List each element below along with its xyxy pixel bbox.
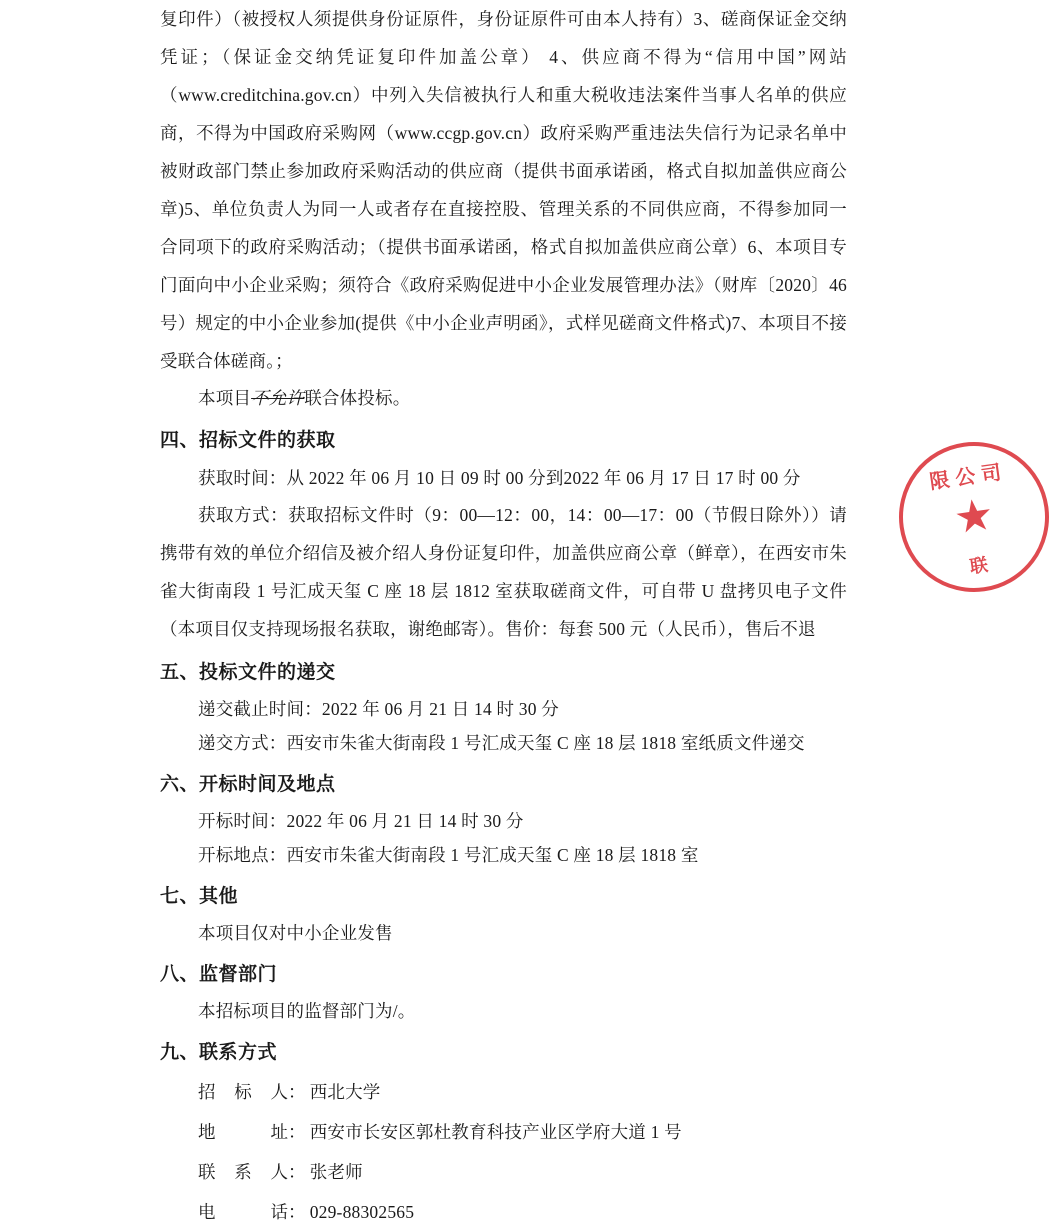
contact-value-phone: 029-88302565 [309, 1202, 415, 1222]
section-heading-7: 七、其他 [160, 886, 239, 907]
section-heading-6: 六、开标时间及地点 [160, 774, 336, 795]
contact-value-person: 张老师 [309, 1162, 363, 1182]
contact-value-tenderer: 西北大学 [309, 1082, 381, 1102]
consortium-suffix: 联合体投标。 [304, 388, 411, 408]
contact-label-tenderer: 招 标 人 [198, 1082, 288, 1102]
contact-label-phone: 电 话 [198, 1202, 288, 1222]
contact-row-person [160, 1152, 847, 1192]
section-6-line-1: 开标时间：2022 年 06 月 21 日 14 时 30 分 [198, 811, 524, 831]
section-heading-5: 五、投标文件的递交 [160, 662, 336, 683]
contact-row-address [160, 1112, 847, 1152]
contact-sep-tenderer: ： [288, 1082, 306, 1102]
contact-row-phone [160, 1192, 847, 1232]
seal-star-icon: ★ [950, 489, 997, 544]
consortium-prefix: 本项目 [198, 388, 252, 408]
contact-row-tenderer [160, 1072, 847, 1112]
official-seal-stamp [889, 432, 1058, 601]
paragraph-qualification-requirements: 复印件）（被授权人须提供身份证原件，身份证原件可由本人持有）3、磋商保证金交纳凭证；（保证金交纳凭证复印件加盖公章） 4、供应商不得为“信用中国”网站（www.creditchina.gov.cn）中列入失信被执行人和重大税收违法案件当事人名单的供应商，不得为中国政府采购网（www.ccgp.gov.cn）政府采购严重违法失信行为记录名单中被财政部门禁止参加政府采购活动的供应商（提供书面承诺函，格式自拟加盖供应商公章)5、单位负责人为同一人或者存在直接控股、管理关系的不同供应商，不得参加同一合同项下的政府采购活动；（提供书面承诺函，格式自拟加盖供应商公章）6、本项目专门面向中小企业采购；须符合《政府采购促进中小企业发展管理办法》（财库〔2020〕46 号）规定的中小企业参加(提供《中小企业声明函》，式样见磋商文件格式)7、本项目不接受联合体磋商。； [160, 9, 847, 371]
contact-sep-address: ： [288, 1122, 306, 1142]
section-6-line-2: 开标地点：西安市朱雀大街南段 1 号汇成天玺 C 座 18 层 1818 室 [198, 845, 699, 865]
section-4-line-1: 获取时间：从 2022 年 06 月 10 日 09 时 00 分到2022 年 06 月 17 日 17 时 00 分 [198, 468, 801, 488]
contact-value-address: 西安市长安区郭杜教育科技产业区学府大道 1 号 [309, 1122, 682, 1142]
seal-bottom-text: 联 [968, 554, 994, 577]
contact-label-person: 联 系 人 [198, 1162, 288, 1182]
section-4-line-2: 获取方式：获取招标文件时（9：00—12：00，14：00—17：00（节假日除外））请携带有效的单位介绍信及被介绍人身份证复印件，加盖供应商公章（鲜章），在西安市朱雀大街南段 1 号汇成天玺 C 座 18 层 1812 室获取磋商文件，可自带 U 盘拷贝电子文件（本项目仅支持现场报名获取，谢绝邮寄）。售价：每套 500 元（人民币），售后不退 [160, 505, 847, 639]
section-heading-4: 四、招标文件的获取 [160, 430, 336, 451]
consortium-struck-text: 不允许 [251, 388, 305, 408]
official-seal-clip [928, 210, 1009, 577]
section-7-line-1: 本项目仅对中小企业发售 [198, 923, 393, 943]
section-8-line-1: 本招标项目的监督部门为/。 [198, 1001, 416, 1021]
paragraph-consortium-statement [160, 380, 847, 416]
section-5-line-2: 递交方式：西安市朱雀大街南段 1 号汇成天玺 C 座 18 层 1818 室纸质文件递交 [198, 733, 805, 753]
contact-sep-person: ： [288, 1162, 306, 1182]
section-heading-8: 八、监督部门 [160, 964, 278, 985]
section-heading-9: 九、联系方式 [160, 1042, 278, 1063]
contact-sep-phone: ： [288, 1202, 306, 1222]
section-5-line-1: 递交截止时间：2022 年 06 月 21 日 14 时 30 分 [198, 699, 559, 719]
contact-label-address: 地 址 [198, 1122, 288, 1142]
seal-top-text: 限公司 [928, 461, 1009, 494]
